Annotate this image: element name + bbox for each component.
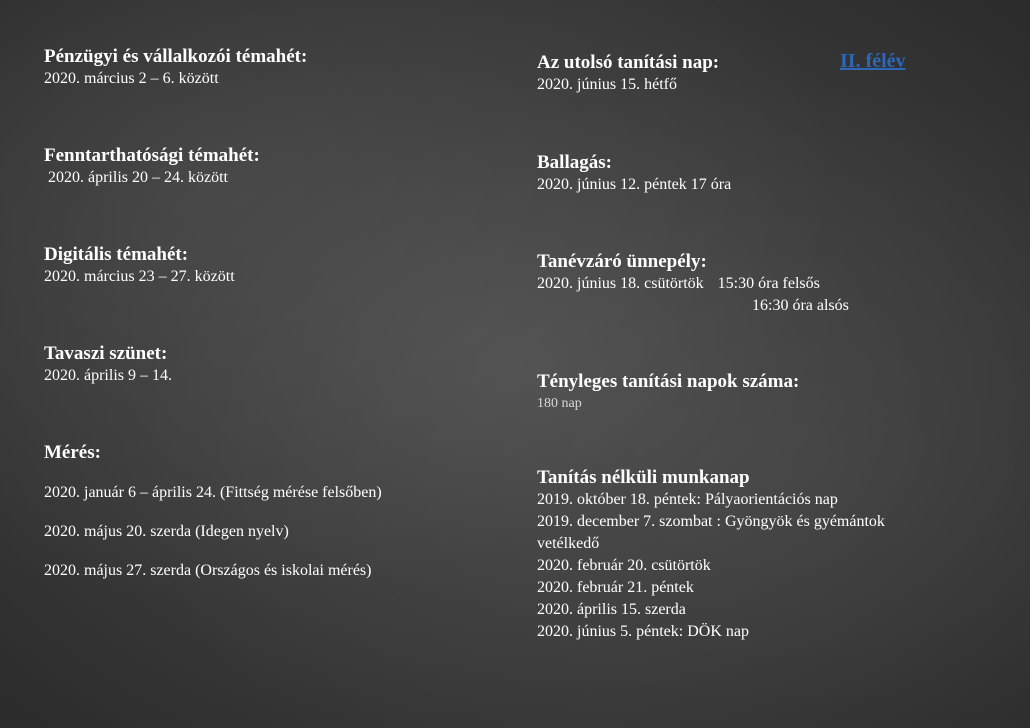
list-item: 2019. december 7. szombat : Gyöngyök és gyémántok [537, 513, 885, 530]
section-title: Digitális témahét: [44, 244, 189, 265]
section-text: 2020. március 2 – 6. között [44, 70, 219, 87]
section-text: 2020. március 23 – 27. között [44, 268, 235, 285]
list-item: vetélkedő [537, 535, 600, 552]
tanevzaro-time-felsos: 15:30 óra felsős [717, 275, 820, 292]
section-penzugyi [44, 46, 307, 90]
section-title: Tavaszi szünet: [44, 343, 168, 364]
section-title: Tényleges tanítási napok száma: [537, 371, 800, 392]
list-item: 2020. február 21. péntek [537, 579, 694, 596]
section-text: 180 nap [537, 396, 582, 411]
section-text: 2020. április 9 – 14. [44, 367, 172, 384]
section-title: Tanévzáró ünnepély: [537, 251, 707, 272]
section-text: 2020. június 15. hétfő [537, 76, 677, 93]
meres-item: 2020. május 20. szerda (Idegen nyelv) [44, 523, 289, 540]
section-ballagas [537, 152, 731, 196]
section-title: Pénzügyi és vállalkozói témahét: [44, 46, 308, 67]
section-text: 2020. június 12. péntek 17 óra [537, 176, 732, 193]
section-text: 2020. április 20 – 24. között [48, 169, 228, 186]
list-item: 2019. október 18. péntek: Pályaorientációs nap [537, 491, 838, 508]
list-item: 2020. február 20. csütörtök [537, 557, 711, 574]
section-tanitasi-napok [537, 371, 799, 415]
section-tavaszi-szunet [44, 343, 172, 387]
section-title: Ballagás: [537, 152, 612, 173]
section-title: Tanítás nélküli munkanap [537, 467, 750, 488]
meres-item: 2020. január 6 – április 24. (Fittség mérése felsőben) [44, 484, 382, 501]
section-title: Fenntarthatósági témahét: [44, 145, 260, 166]
section-title: Az utolsó tanítási nap: [537, 52, 720, 73]
meres-item: 2020. május 27. szerda (Országos és iskolai mérés) [44, 562, 372, 579]
section-utolso-tanitasi-nap [537, 52, 719, 96]
section-fenntarthatosagi [44, 145, 260, 189]
tanevzaro-date: 2020. június 18. csütörtök [537, 275, 704, 292]
section-digitalis [44, 244, 235, 288]
list-item: 2020. június 5. péntek: DÖK nap [537, 623, 749, 640]
section-text [537, 273, 849, 295]
section-tanitas-nelkuli [537, 467, 885, 643]
tanevzaro-time-also: 16:30 óra alsós [752, 297, 849, 314]
list-item: 2020. április 15. szerda [537, 601, 686, 618]
section-tanevzaro [537, 251, 849, 317]
section-meres [44, 442, 382, 582]
section-title: Mérés: [44, 442, 101, 463]
semester-link[interactable]: II. félév [840, 50, 906, 72]
